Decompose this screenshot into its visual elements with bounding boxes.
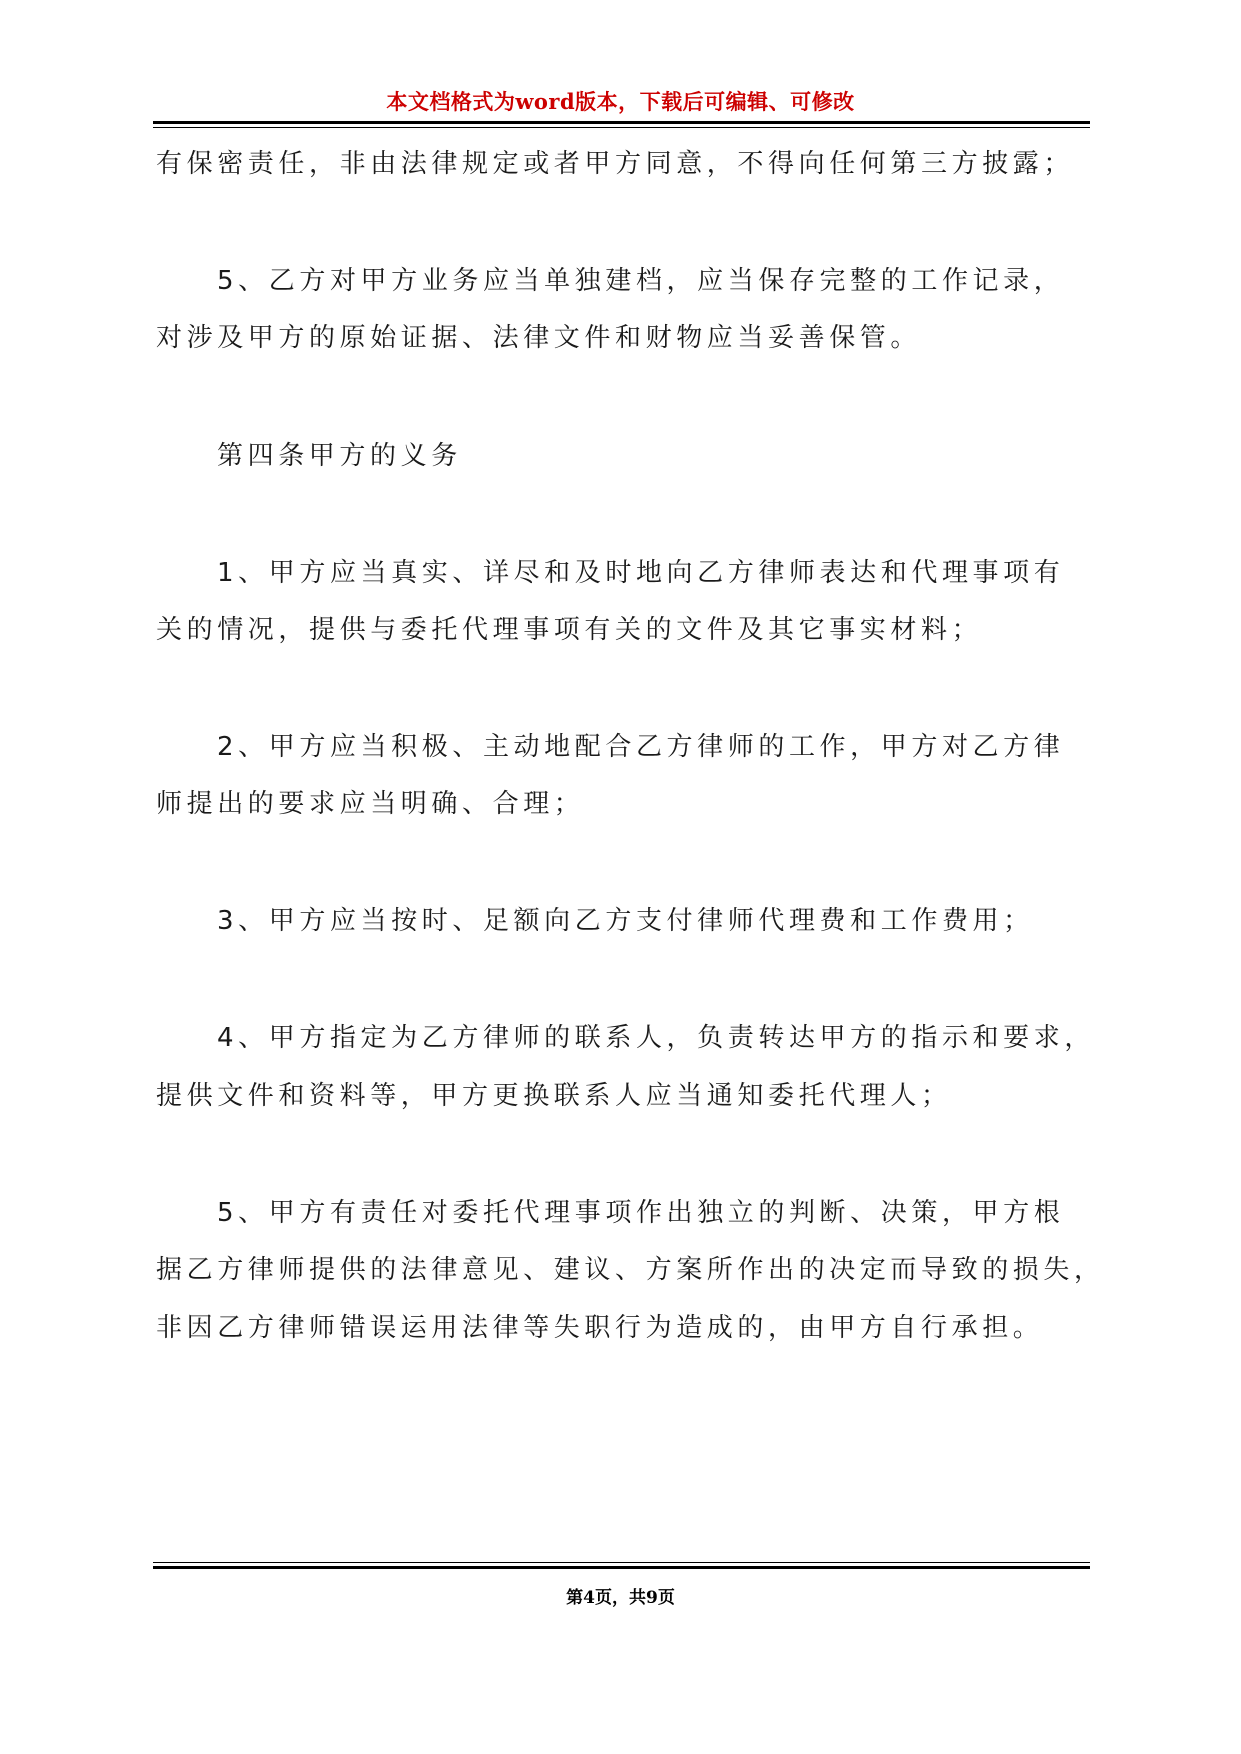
text-line: 5、乙方对甲方业务应当单独建档，应当保存完整的工作记录， bbox=[217, 266, 1065, 296]
text-line: 2、甲方应当积极、主动地配合乙方律师的工作，甲方对乙方律 bbox=[217, 732, 1065, 762]
text-line: 据乙方律师提供的法律意见、建议、方案所作出的决定而导致的损失， bbox=[156, 1255, 1105, 1285]
footer-rule-thin bbox=[153, 1562, 1090, 1563]
text-line: 4、甲方指定为乙方律师的联系人，负责转达甲方的指示和要求， bbox=[217, 1023, 1095, 1053]
section-heading: 第四条甲方的义务 bbox=[217, 441, 462, 471]
text-line: 5、甲方有责任对委托代理事项作出独立的判断、决策，甲方根 bbox=[217, 1198, 1065, 1228]
page-number: 第4页，共9页 bbox=[566, 1588, 675, 1608]
text-line: 提供文件和资料等，甲方更换联系人应当通知委托代理人； bbox=[156, 1081, 952, 1111]
text-line: 对涉及甲方的原始证据、法律文件和财物应当妥善保管。 bbox=[156, 323, 922, 353]
text-line: 师提出的要求应当明确、合理； bbox=[156, 789, 585, 819]
text-line: 非因乙方律师错误运用法律等失职行为造成的，由甲方自行承担。 bbox=[156, 1313, 1044, 1343]
text-line: 有保密责任，非由法律规定或者甲方同意，不得向任何第三方披露； bbox=[156, 149, 1075, 179]
text-line: 3、甲方应当按时、足额向乙方支付律师代理费和工作费用； bbox=[217, 906, 1034, 936]
footer-rule-thick bbox=[153, 1566, 1090, 1569]
text-line: 1、甲方应当真实、详尽和及时地向乙方律师表达和代理事项有 bbox=[217, 558, 1065, 588]
text-line: 关的情况，提供与委托代理事项有关的文件及其它事实材料； bbox=[156, 615, 983, 645]
format-notice: 本文档格式为word版本，下载后可编辑、可修改 bbox=[386, 89, 855, 114]
